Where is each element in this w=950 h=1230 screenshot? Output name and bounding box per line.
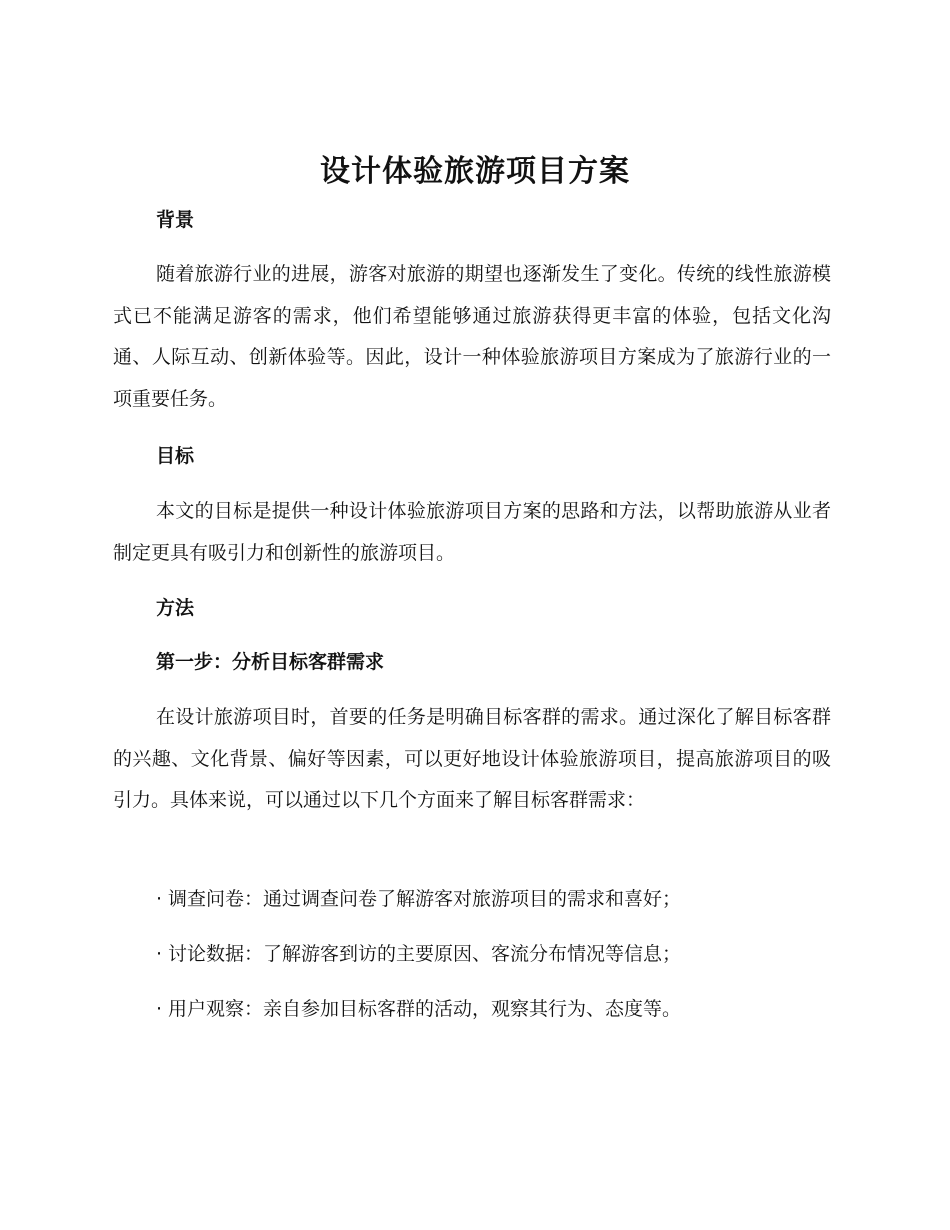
- method-step-one-heading: 第一步：分析目标客群需求: [156, 651, 385, 673]
- goal-paragraph: 本文的目标是提供一种设计体验旅游项目方案的思路和方法，以帮助旅游从业者制定更具有吸引力和创新性的旅游项目。: [113, 500, 831, 564]
- section-heading-method: 方法: [156, 597, 195, 619]
- bullet-marker: ·: [156, 943, 163, 965]
- list-item-text: 讨论数据：了解游客到访的主要原因、客流分布情况等信息；: [168, 943, 682, 965]
- list-item: [156, 885, 836, 913]
- section-heading-background: 背景: [156, 209, 195, 231]
- document-title: 设计体验旅游项目方案: [320, 154, 630, 189]
- list-item-text: 用户观察：亲自参加目标客群的活动，观察其行为、态度等。: [168, 998, 682, 1020]
- list-item: [156, 995, 836, 1023]
- bullet-marker: ·: [156, 998, 163, 1020]
- list-item: [156, 940, 836, 968]
- section-heading-goal: 目标: [156, 445, 195, 467]
- method-paragraph: 在设计旅游项目时，首要的任务是明确目标客群的需求。通过深化了解目标客群的兴趣、文化背景、偏好等因素，可以更好地设计体验旅游项目，提高旅游项目的吸引力。具体来说，可以通过以下几个方面来了解目标客群需求：: [113, 706, 831, 811]
- bullet-marker: ·: [156, 888, 163, 910]
- list-item-text: 调查问卷：通过调查问卷了解游客对旅游项目的需求和喜好；: [168, 888, 682, 910]
- background-paragraph: 随着旅游行业的进展，游客对旅游的期望也逐渐发生了变化。传统的线性旅游模式已不能满足游客的需求，他们希望能够通过旅游获得更丰富的体验，包括文化沟通、人际互动、创新体验等。因此，设计一种体验旅游项目方案成为了旅游行业的一项重要任务。: [113, 263, 831, 410]
